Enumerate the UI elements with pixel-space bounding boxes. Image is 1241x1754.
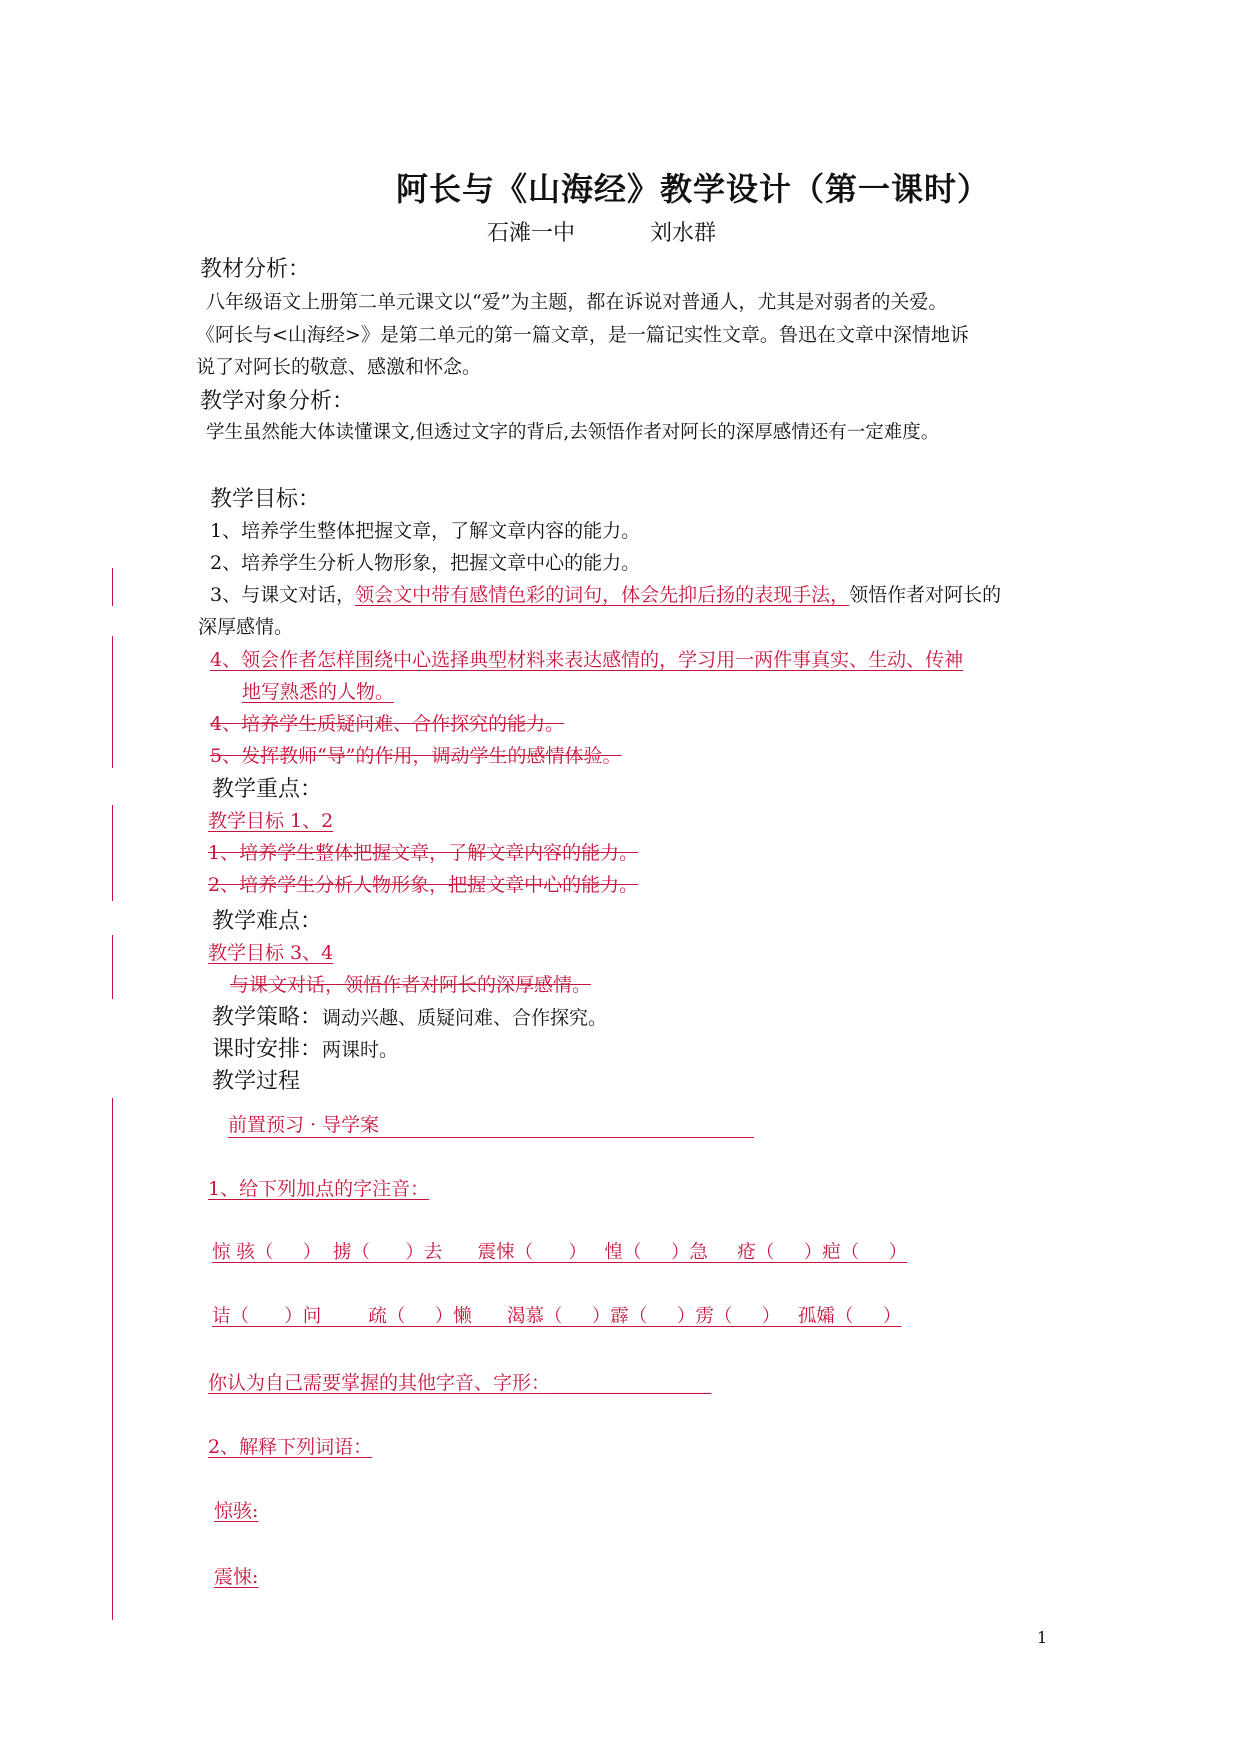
- word-definition: 震悚:: [214, 1566, 259, 1588]
- inserted-goal: 4、领会作者怎样围绕中心选择典型材料来表达感情的，学习用一两件事真实、生动、传神: [210, 649, 964, 671]
- strategy-text: 调动兴趣、质疑问难、合作探究。: [322, 1007, 608, 1029]
- analysis-text: 《阿长与<山海经>》是第二单元的第一篇文章，是一篇记实性文章。鲁迅在文章中深情地诉: [196, 324, 969, 346]
- page-number: 1: [1037, 1628, 1048, 1647]
- inserted-text: 领会文中带有感情色彩的词句，体会先抑后扬的表现手法，: [355, 584, 850, 606]
- preview-title: [228, 1110, 754, 1138]
- strategy-line: [212, 1000, 607, 1031]
- inserted-goal-continued: 地写熟悉的人物。: [242, 681, 395, 703]
- pinyin-row: 诘（ ）问 疏（ ）懒 渴慕（ ）霹（ ）雳（ ） 孤孀（ ）: [212, 1306, 902, 1327]
- goal-item: 2、培养学生分析人物形象，把握文章中心的能力。: [210, 552, 641, 574]
- deleted-text: 1、培养学生整体把握文章，了解文章内容的能力。: [208, 842, 639, 864]
- section-heading-difficulty: 教学难点：: [212, 909, 323, 934]
- goal3-suffix: 领悟作者对阿长的: [849, 584, 1002, 606]
- deleted-text: 与课文对话，领悟作者对阿长的深厚感情。: [230, 974, 592, 996]
- deleted-text: 2、培养学生分析人物形象，把握文章中心的能力。: [208, 874, 639, 896]
- analysis-text: 八年级语文上册第二单元课文以“爱”为主题，都在诉说对普通人，尤其是对弱者的关爱。: [206, 291, 948, 313]
- author-name: 刘水群: [650, 221, 717, 246]
- author-school: 石滩一中: [487, 221, 576, 246]
- inserted-text: 教学目标 1、2: [208, 810, 334, 832]
- deleted-goal: 4、培养学生质疑问难、合作探究的能力。: [210, 713, 565, 735]
- section-heading-audience: 教学对象分析：: [200, 389, 355, 414]
- page-title: 阿长与《山海经》教学设计（第一课时）: [396, 170, 991, 208]
- section-heading-schedule: 课时安排：: [212, 1037, 323, 1062]
- analysis-text: 说了对阿长的敬意、感激和怀念。: [196, 356, 482, 378]
- change-bar: [112, 636, 113, 768]
- section-heading-analysis: 教材分析：: [200, 257, 311, 282]
- preview-question: 你认为自己需要掌握的其他字音、字形：_________________: [208, 1372, 712, 1394]
- goal-item: [210, 580, 1001, 607]
- goal-item: 1、培养学生整体把握文章，了解文章内容的能力。: [210, 520, 641, 542]
- section-heading-key: 教学重点：: [212, 777, 323, 802]
- section-heading-process: 教学过程: [212, 1069, 301, 1094]
- pinyin-row: 惊 骇（ ） 掳（ ）去 震悚（ ） 惶（ ）急 疮（ ）疤（ ）: [212, 1242, 908, 1263]
- change-bar: [112, 805, 113, 901]
- preview-question: 1、给下列加点的字注音：: [208, 1178, 430, 1200]
- audience-text: 学生虽然能大体读懂课文,但透过文字的背后,去领悟作者对阿长的深厚感情还有一定难度。: [206, 422, 940, 443]
- goal-item-continued: 深厚感情。: [198, 616, 294, 638]
- section-heading-goals: 教学目标：: [210, 487, 321, 512]
- word-definition: 惊骇:: [214, 1500, 259, 1522]
- section-heading-strategy: 教学策略：: [212, 1005, 323, 1030]
- schedule-text: 两课时。: [322, 1039, 399, 1061]
- change-bar: [112, 1098, 113, 1620]
- change-bar: [112, 935, 113, 999]
- deleted-goal: 5、发挥教师“导”的作用，调动学生的感情体验。: [210, 745, 622, 767]
- preview-question: 2、解释下列词语：: [208, 1436, 373, 1458]
- preview-title-text: 前置预习 · 导学案: [228, 1110, 754, 1138]
- schedule-line: [212, 1032, 398, 1063]
- change-bar: [112, 568, 113, 606]
- inserted-text: 教学目标 3、4: [208, 942, 334, 964]
- goal3-prefix: 3、与课文对话，: [210, 584, 356, 606]
